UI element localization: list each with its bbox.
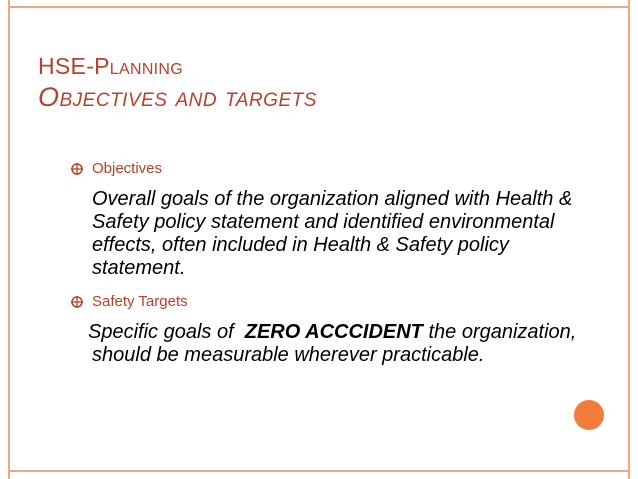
zero-accident-emphasis: ZERO ACCCIDENT — [244, 321, 423, 343]
title-line-2: Objectives and targets — [38, 82, 317, 112]
bullet-icon — [70, 162, 84, 180]
frame-top-border — [8, 6, 630, 8]
safety-targets-text-prefix: Specific goals of — [88, 321, 245, 343]
bullet-label-objectives: Objectives — [92, 160, 163, 177]
bullet-icon — [70, 295, 84, 313]
bullet-label-safety-targets: Safety Targets — [92, 293, 188, 310]
safety-targets-text — [88, 321, 602, 367]
objectives-text: Overall goals of the organization aligned with Health & Safety policy statement and identified environmental effects, often included in Health & Safety policy statement. — [92, 188, 573, 279]
frame-bottom-border — [8, 470, 630, 472]
frame-right-border — [628, 0, 630, 479]
orange-circle-icon — [574, 400, 604, 430]
title-line-1: HSE-Planning — [38, 53, 184, 79]
frame-left-border — [8, 0, 10, 479]
slide-title — [38, 52, 317, 114]
safety-targets-text-suffix: the organization, should be measurable wherever practicable. — [92, 321, 577, 366]
